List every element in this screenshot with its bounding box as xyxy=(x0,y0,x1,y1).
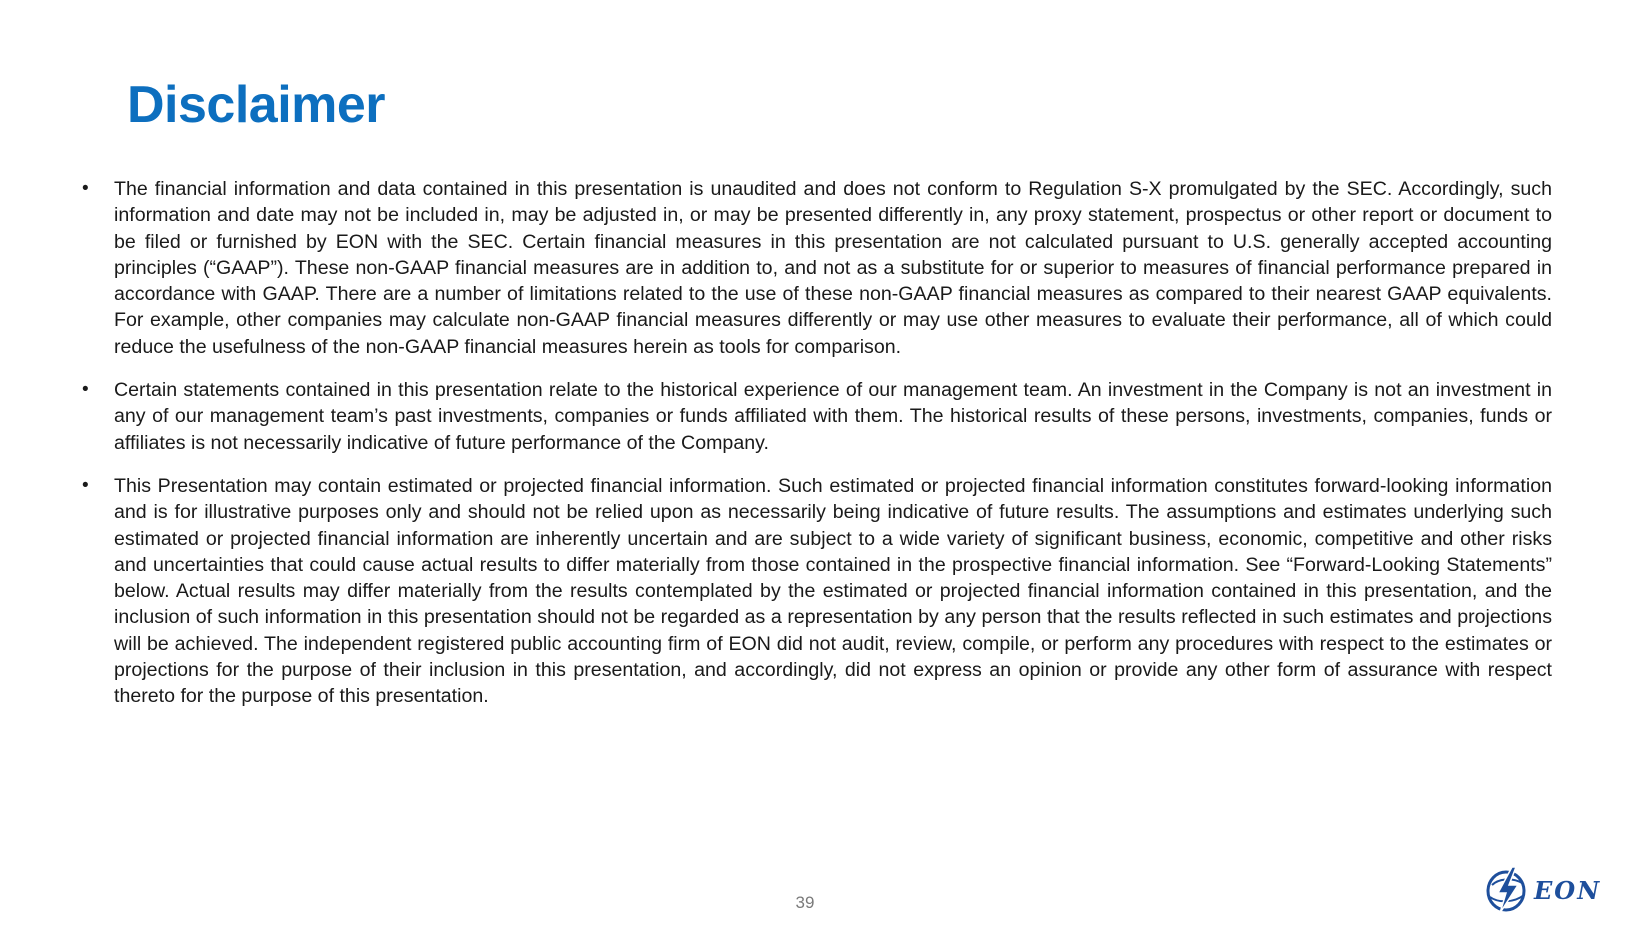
page-title: Disclaimer xyxy=(127,76,386,134)
page-number: 39 xyxy=(795,893,815,912)
bullet-marker: • xyxy=(82,379,89,401)
bullet-marker: • xyxy=(82,178,89,199)
bullet-marker: • xyxy=(82,474,89,496)
bullet-text-non-gaap: The financial information and data contained in this presentation is unaudited and does not conform to Regulation S-X promulgated by the SEC. Accordingly, such information and date may not be included in, may be adjusted in, or may be presented differently in, any proxy statement, prospectus or other report or document to be filed or furnished by EON with the SEC. Certain financial measures in this presentation are not calculated pursuant to U.S. generally accepted accounting principles (“GAAP”). These non-GAAP financial measures are in addition to, and not as a substitute for or superior to measures of financial performance prepared in accordance with GAAP. There are a number of limitations related to the use of these non-GAAP financial measures as compared to their nearest GAAP equivalents. For example, other companies may calculate non-GAAP financial measures differently or may use other measures to evaluate their performance, all of which could reduce the usefulness of the non-GAAP financial measures herein as tools for comparison. xyxy=(114,178,1552,358)
bullet-item-projections xyxy=(82,473,1552,710)
bullet-text-projections: This Presentation may contain estimated or projected financial information. Such estimated or projected financial information constitutes forward-looking information and is for illustrative purposes only and should not be relied upon as necessarily being indicative of future results. The assumptions and estimates underlying such estimated or projected financial information are inherently uncertain and are subject to a wide variety of significant business, economic, competitive and other risks and uncertainties that could cause actual results to differ materially from those contained in the prospective financial information. See “Forward-Looking Statements” below. Actual results may differ materially from the results contemplated by the estimated or projected financial information contained in this presentation, and the inclusion of such information in this presentation should not be regarded as a representation by any person that the results reflected in such estimates and projections will be achieved. The independent registered public accounting firm of EON did not audit, review, compile, or perform any procedures with respect to the estimates or projections for the purpose of their inclusion in this presentation, and accordingly, did not express an opinion or provide any other form of assurance with respect thereto for the purpose of this presentation. xyxy=(114,474,1552,708)
disclaimer-bullet-list xyxy=(82,176,1552,727)
bullet-text-historical-experience: Certain statements contained in this presentation relate to the historical experience of our management team. An investment in the Company is not an investment in any of our management team’s past investments, companies or funds affiliated with them. The historical results of these persons, investments, companies, funds or affiliates is not necessarily indicative of future performance of the Company. xyxy=(114,379,1552,454)
eon-logo xyxy=(1484,862,1604,918)
lightning-globe-icon xyxy=(1484,865,1530,915)
logo-text: EON xyxy=(1534,875,1602,905)
bullet-item-non-gaap xyxy=(82,176,1552,360)
bullet-item-historical-experience xyxy=(82,377,1552,456)
